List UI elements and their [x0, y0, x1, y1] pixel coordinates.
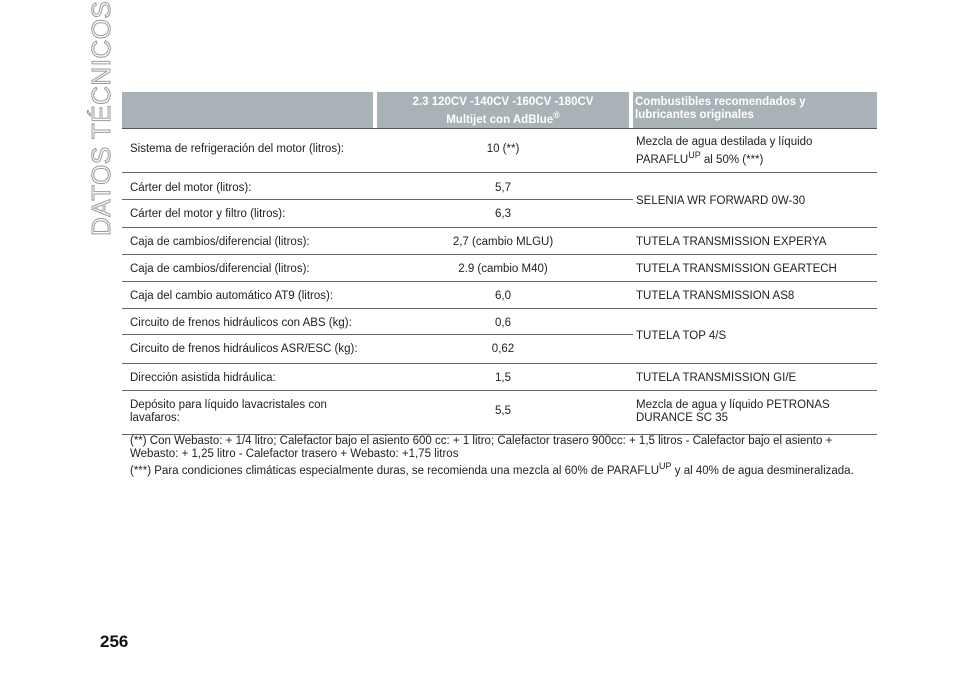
section-title: DATOS TÉCNICOS	[86, 0, 116, 236]
row-label: Dirección asistida hidráulica:	[130, 372, 276, 384]
footnote-2: (***) Para condiciones climáticas especialmente duras, se recomienda una mezcla al 60% de $PARAFLU^{UP}$ y al 40% de agua desmineralizada.	[130, 461, 854, 477]
row-value: 2,7 (cambio MLGU)	[452, 236, 554, 248]
row-label: Depósito para líquido lavacristales con lavafaros:	[130, 399, 327, 424]
row-product: TUTELA TOP 4/S	[636, 330, 727, 342]
row-value: 10 (**)	[486, 143, 520, 155]
table-row	[122, 282, 877, 309]
table-row-group	[122, 309, 877, 364]
row-value: 6,0	[495, 290, 511, 302]
row-label: Cárter del motor y filtro (litros):	[130, 208, 286, 220]
footnote-1-line2: Webasto: + 1,25 litro - Calefactor trasero + Webasto: +1,75 litros	[130, 447, 459, 460]
table-row	[122, 128, 877, 173]
row-value: 0,62	[491, 343, 515, 355]
table-header	[122, 92, 877, 128]
row-product: TUTELA TRANSMISSION GEARTECH	[636, 263, 837, 275]
row-label: Caja de cambios/diferencial (litros):	[130, 263, 310, 275]
footnotes	[130, 435, 880, 477]
row-product: Mezcla de agua y líquido PETRONAS DURANCE SC 35	[636, 399, 830, 424]
row-value: 5,5	[495, 405, 511, 417]
row-value: 6,3	[495, 208, 511, 220]
row-product: SELENIA WR FORWARD 0W-30	[636, 195, 806, 207]
row-divider	[122, 334, 633, 335]
row-label: Circuito de frenos hidráulicos ASR/ESC (kg):	[130, 343, 358, 355]
row-product: TUTELA TRANSMISSION GI/E	[636, 372, 797, 384]
header-engine-line2: Multijet con AdBlue®	[446, 110, 560, 126]
row-value: 5,7	[495, 182, 511, 194]
footnote-1-line1: (**) Con Webasto: + 1/4 litro; Calefactor bajo el asiento 600 cc: + 1 litro; Calefactor trasero 900cc: + 1,5 litros - Calefactor bajo el asiento +	[130, 435, 833, 447]
row-value: 0,6	[495, 317, 511, 329]
row-label: Circuito de frenos hidráulicos con ABS (kg):	[130, 317, 352, 329]
table-row	[122, 228, 877, 255]
header-fuels-line2: lubricantes originales	[635, 109, 754, 121]
header-fuels	[633, 92, 877, 128]
row-label: Cárter del motor (litros):	[130, 182, 252, 194]
header-engine	[377, 92, 629, 128]
row-product: TUTELA TRANSMISSION EXPERYA	[636, 236, 827, 248]
header-empty-cell	[122, 92, 373, 128]
table-row	[122, 364, 877, 391]
header-fuels-line1: Combustibles recomendados y	[635, 96, 806, 108]
table-row-group	[122, 173, 877, 228]
row-label: Sistema de refrigeración del motor (litros):	[130, 143, 345, 155]
page-number: 256	[100, 632, 129, 651]
row-label: Caja del cambio automático AT9 (litros):	[130, 290, 334, 302]
row-value: 2.9 (cambio M40)	[458, 263, 548, 275]
header-engine-line1: 2.3 120CV -140CV -160CV -180CV	[412, 96, 594, 108]
row-product: Mezcla de agua destilada y líquido $PARAFLU^{UP}$ al 50% (***)	[636, 136, 813, 166]
fluids-table	[122, 92, 877, 435]
row-product: TUTELA TRANSMISSION AS8	[636, 290, 795, 302]
row-divider	[122, 199, 633, 200]
row-value: 1,5	[495, 372, 511, 384]
table-row	[122, 391, 877, 435]
row-label: Caja de cambios/diferencial (litros):	[130, 236, 310, 248]
table-row	[122, 255, 877, 282]
